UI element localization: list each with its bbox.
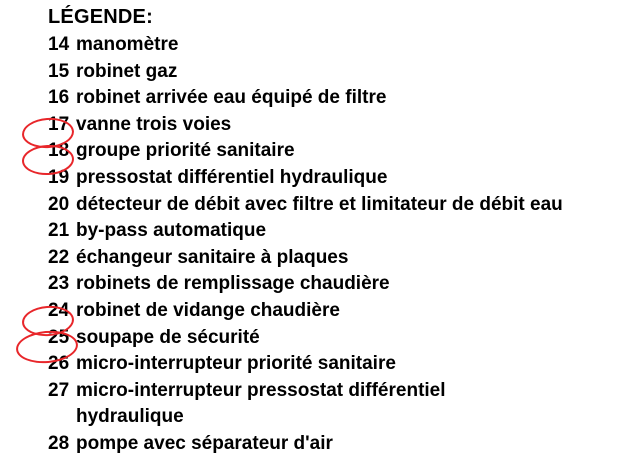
list-item <box>48 32 628 59</box>
list-item <box>48 192 628 219</box>
list-item <box>48 378 628 405</box>
list-item <box>48 165 628 192</box>
list-item-continuation: hydraulique <box>76 406 184 428</box>
item-number: 28 <box>48 432 70 454</box>
item-label: manomètre <box>76 34 179 55</box>
item-number: 16 <box>48 87 70 109</box>
item-label: soupape de sécurité <box>76 326 260 348</box>
legend-list <box>48 32 628 458</box>
item-label: échangeur sanitaire à plaques <box>76 246 349 268</box>
item-label: robinet arrivée eau équipé de filtre <box>76 87 387 109</box>
item-label: micro-interrupteur priorité sanitaire <box>76 353 396 375</box>
item-number: 17 <box>48 113 70 135</box>
item-label: micro-interrupteur pressostat différentiel <box>76 379 446 401</box>
list-item <box>48 298 628 325</box>
legend-title: LÉGENDE: <box>48 6 153 28</box>
list-item <box>48 85 628 112</box>
list-item <box>48 218 628 245</box>
item-number: 27 <box>48 379 70 401</box>
item-number: 25 <box>48 326 70 348</box>
item-number: 21 <box>48 220 70 242</box>
item-number: 24 <box>48 299 70 321</box>
item-label: pompe avec séparateur d'air <box>76 432 333 454</box>
item-label: groupe priorité sanitaire <box>76 140 295 162</box>
item-number: 15 <box>48 60 70 82</box>
list-item <box>48 245 628 272</box>
item-label: détecteur de débit avec filtre et limitateur de débit eau <box>76 193 563 215</box>
list-item <box>48 59 628 86</box>
item-number: 20 <box>48 193 70 215</box>
list-item <box>48 112 628 139</box>
list-item <box>48 351 628 378</box>
item-number: 19 <box>48 166 70 188</box>
item-number: 14 <box>48 34 70 55</box>
list-item <box>48 325 628 352</box>
list-item <box>48 138 628 165</box>
item-number: 22 <box>48 246 70 268</box>
item-label: robinet de vidange chaudière <box>76 299 340 321</box>
list-item <box>48 271 628 298</box>
list-item <box>48 431 628 458</box>
item-label: robinets de remplissage chaudière <box>76 273 390 295</box>
item-number: 26 <box>48 353 70 375</box>
item-label: by-pass automatique <box>76 220 267 242</box>
item-label: vanne trois voies <box>76 113 232 135</box>
item-number: 18 <box>48 140 70 162</box>
item-label: robinet gaz <box>76 60 178 82</box>
item-number: 23 <box>48 273 70 295</box>
item-label: pressostat différentiel hydraulique <box>76 166 388 188</box>
